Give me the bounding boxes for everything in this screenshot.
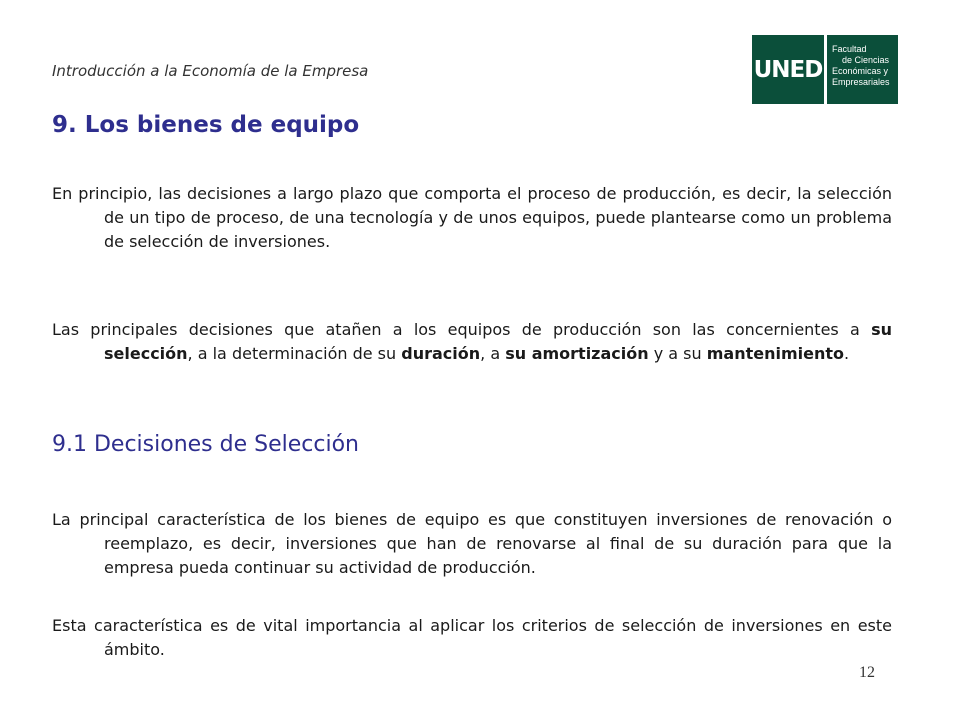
emphasis-amortizacion: su amortización (505, 344, 649, 363)
text-run: Las principales decisiones que atañen a los equipos de producción son las concernientes a (52, 320, 872, 339)
faculty-line: Económicas y (832, 66, 889, 76)
uned-logo-mark: UNED (752, 35, 824, 104)
emphasis-seleccion: su selección (104, 320, 892, 363)
faculty-name (827, 35, 898, 104)
paragraph-decisions (52, 318, 892, 366)
page-number: 12 (859, 664, 875, 681)
emphasis-mantenimiento: mantenimiento (706, 344, 845, 363)
text-run: . (844, 344, 850, 363)
uned-logo (752, 35, 898, 104)
text-run: y a su (648, 344, 707, 363)
text-run: , a (480, 344, 506, 363)
text-run: , a la determinación de su (187, 344, 402, 363)
paragraph-intro: En principio, las decisiones a largo plazo que comporta el proceso de producción, es decir, la selección de un tipo de proceso, de una tecnología y de unos equipos, puede plantearse como un problema de selección de inversiones. (52, 184, 892, 251)
course-title: Introducción a la Economía de la Empresa (52, 62, 369, 80)
section-title: 9. Los bienes de equipo (52, 112, 360, 138)
faculty-line: Facultad (832, 44, 867, 54)
faculty-line: Empresariales (832, 77, 890, 87)
emphasis-duracion: duración (401, 344, 481, 363)
paragraph-importance: Esta característica es de vital importancia al aplicar los criterios de selección de inversiones en este ámbito. (52, 616, 892, 659)
paragraph-characteristic: La principal característica de los bienes de equipo es que constituyen inversiones de renovación o reemplazo, es decir, inversiones que han de renovarse al final de su duración para que la empresa pueda continuar su actividad de producción. (52, 510, 892, 577)
subsection-title: 9.1 Decisiones de Selección (52, 432, 359, 457)
faculty-line: de Ciencias (842, 55, 890, 65)
